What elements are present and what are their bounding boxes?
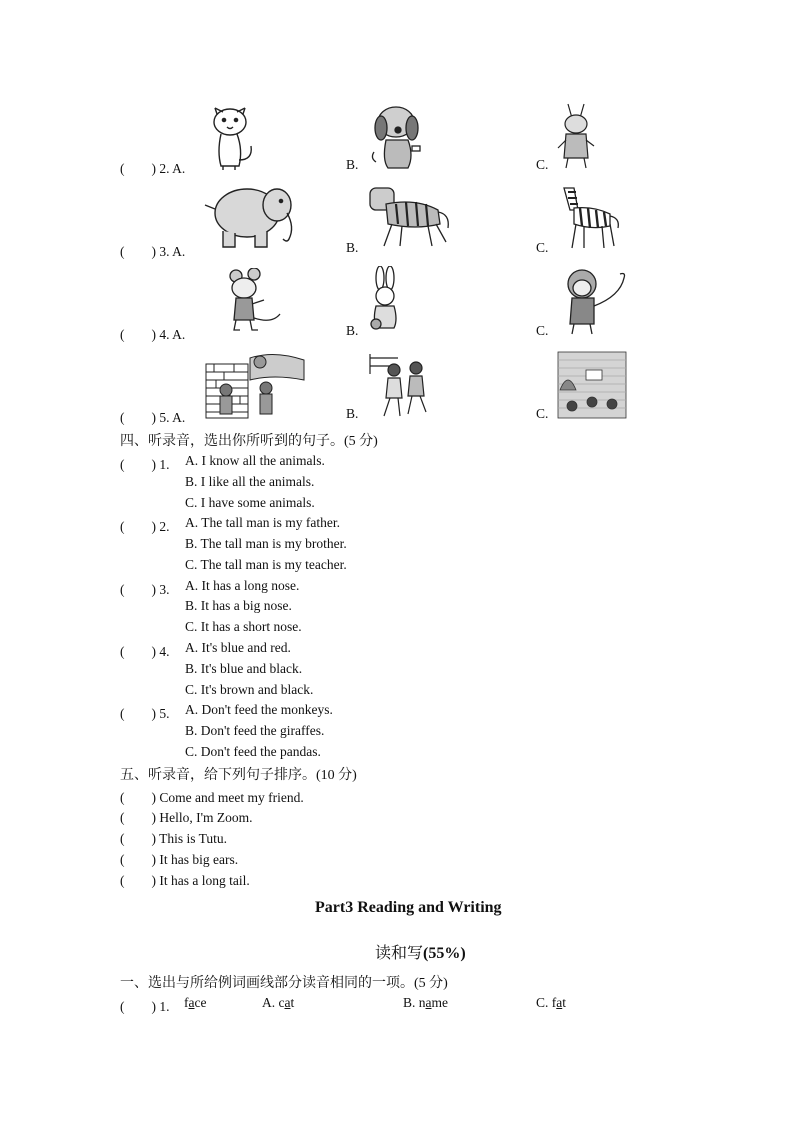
question-number: ( ) 2. A.: [120, 161, 186, 176]
option-c: [536, 995, 566, 1011]
option-b: B. I like all the animals.: [185, 474, 315, 489]
question-number: ( ) 4.: [120, 644, 170, 659]
option-c-label: C.: [536, 323, 549, 338]
question-number: ( ) 2.: [120, 519, 170, 534]
question-number: ( ) 3.: [120, 582, 170, 597]
option-a: [262, 995, 294, 1011]
word-part: t: [290, 995, 295, 1010]
option-label: B. n: [403, 995, 426, 1010]
option-b-label: B.: [346, 240, 359, 255]
option-label: C. f: [536, 995, 557, 1010]
monkey-icon: [560, 266, 630, 336]
elephant-icon: [203, 183, 303, 251]
zebra-icon: [556, 184, 622, 252]
dog-icon: [368, 102, 430, 172]
question-number: ( ) 1.: [120, 999, 170, 1014]
option-c: C. Don't feed the pandas.: [185, 744, 321, 759]
question-number: ( ) 4. A.: [120, 327, 186, 342]
ordering-item: ( ) It has big ears.: [120, 852, 239, 867]
rabbit-icon: [366, 266, 404, 334]
option-b-label: B.: [346, 406, 359, 421]
option-b: B. Don't feed the giraffes.: [185, 723, 325, 738]
word-part: t: [562, 995, 567, 1010]
word-part: f: [184, 995, 189, 1010]
word-part: me: [431, 995, 449, 1010]
children-walking-icon: [368, 350, 438, 420]
zoo-visitors-icon: [204, 350, 308, 420]
option-a: A. It's blue and red.: [185, 640, 291, 655]
option-c: C. It's brown and black.: [185, 682, 314, 697]
zoo-scene-icon: [556, 350, 628, 420]
option-a: A. I know all the animals.: [185, 453, 325, 468]
option-b: B. It has a big nose.: [185, 598, 292, 613]
option-b: [403, 995, 448, 1011]
section-heading: 一、选出与所给例词画线部分读音相同的一项。(5 分): [120, 976, 448, 991]
word-part: ce: [194, 995, 207, 1010]
option-c-label: C.: [536, 406, 549, 421]
option-c-label: C.: [536, 240, 549, 255]
option-c-label: C.: [536, 157, 549, 172]
cat-icon: [205, 100, 260, 172]
question-number: ( ) 5.: [120, 706, 170, 721]
option-b-label: B.: [346, 323, 359, 338]
example-word: [184, 995, 206, 1011]
section-heading: 四、听录音，选出你所听到的句子。(5 分): [120, 434, 378, 449]
option-b: B. The tall man is my brother.: [185, 536, 347, 551]
part-subtitle-pct: (55%): [423, 945, 466, 962]
option-a: A. The tall man is my father.: [185, 515, 340, 530]
part-subtitle: [375, 940, 466, 963]
question-number: ( ) 3. A.: [120, 244, 186, 259]
option-c: C. I have some animals.: [185, 495, 315, 510]
rabbit-standing-icon: [556, 100, 598, 172]
ordering-item: ( ) Hello, I'm Zoom.: [120, 810, 253, 825]
question-number: ( ) 5. A.: [120, 410, 186, 425]
option-c: C. It has a short nose.: [185, 619, 302, 634]
option-label: A. c: [262, 995, 285, 1010]
underlined-letters: a: [425, 995, 432, 1010]
underlined-letters: a: [556, 995, 563, 1010]
option-c: C. The tall man is my teacher.: [185, 557, 347, 572]
part-title: Part3 Reading and Writing: [315, 899, 502, 916]
section-heading: 五、听录音，给下列句子排序。(10 分): [120, 768, 357, 783]
ordering-item: ( ) It has a long tail.: [120, 873, 250, 888]
underlined-letters: a: [284, 995, 291, 1010]
option-b: B. It's blue and black.: [185, 661, 303, 676]
tiger-icon: [366, 184, 452, 250]
option-a: A. It has a long nose.: [185, 578, 300, 593]
mouse-icon: [226, 268, 282, 334]
question-number: ( ) 1.: [120, 457, 170, 472]
option-b-label: B.: [346, 157, 359, 172]
ordering-item: ( ) This is Tutu.: [120, 831, 228, 846]
underlined-letters: a: [188, 995, 195, 1010]
option-a: A. Don't feed the monkeys.: [185, 702, 333, 717]
part-subtitle-cn: 读和写: [375, 945, 424, 962]
ordering-item: ( ) Come and meet my friend.: [120, 790, 304, 805]
